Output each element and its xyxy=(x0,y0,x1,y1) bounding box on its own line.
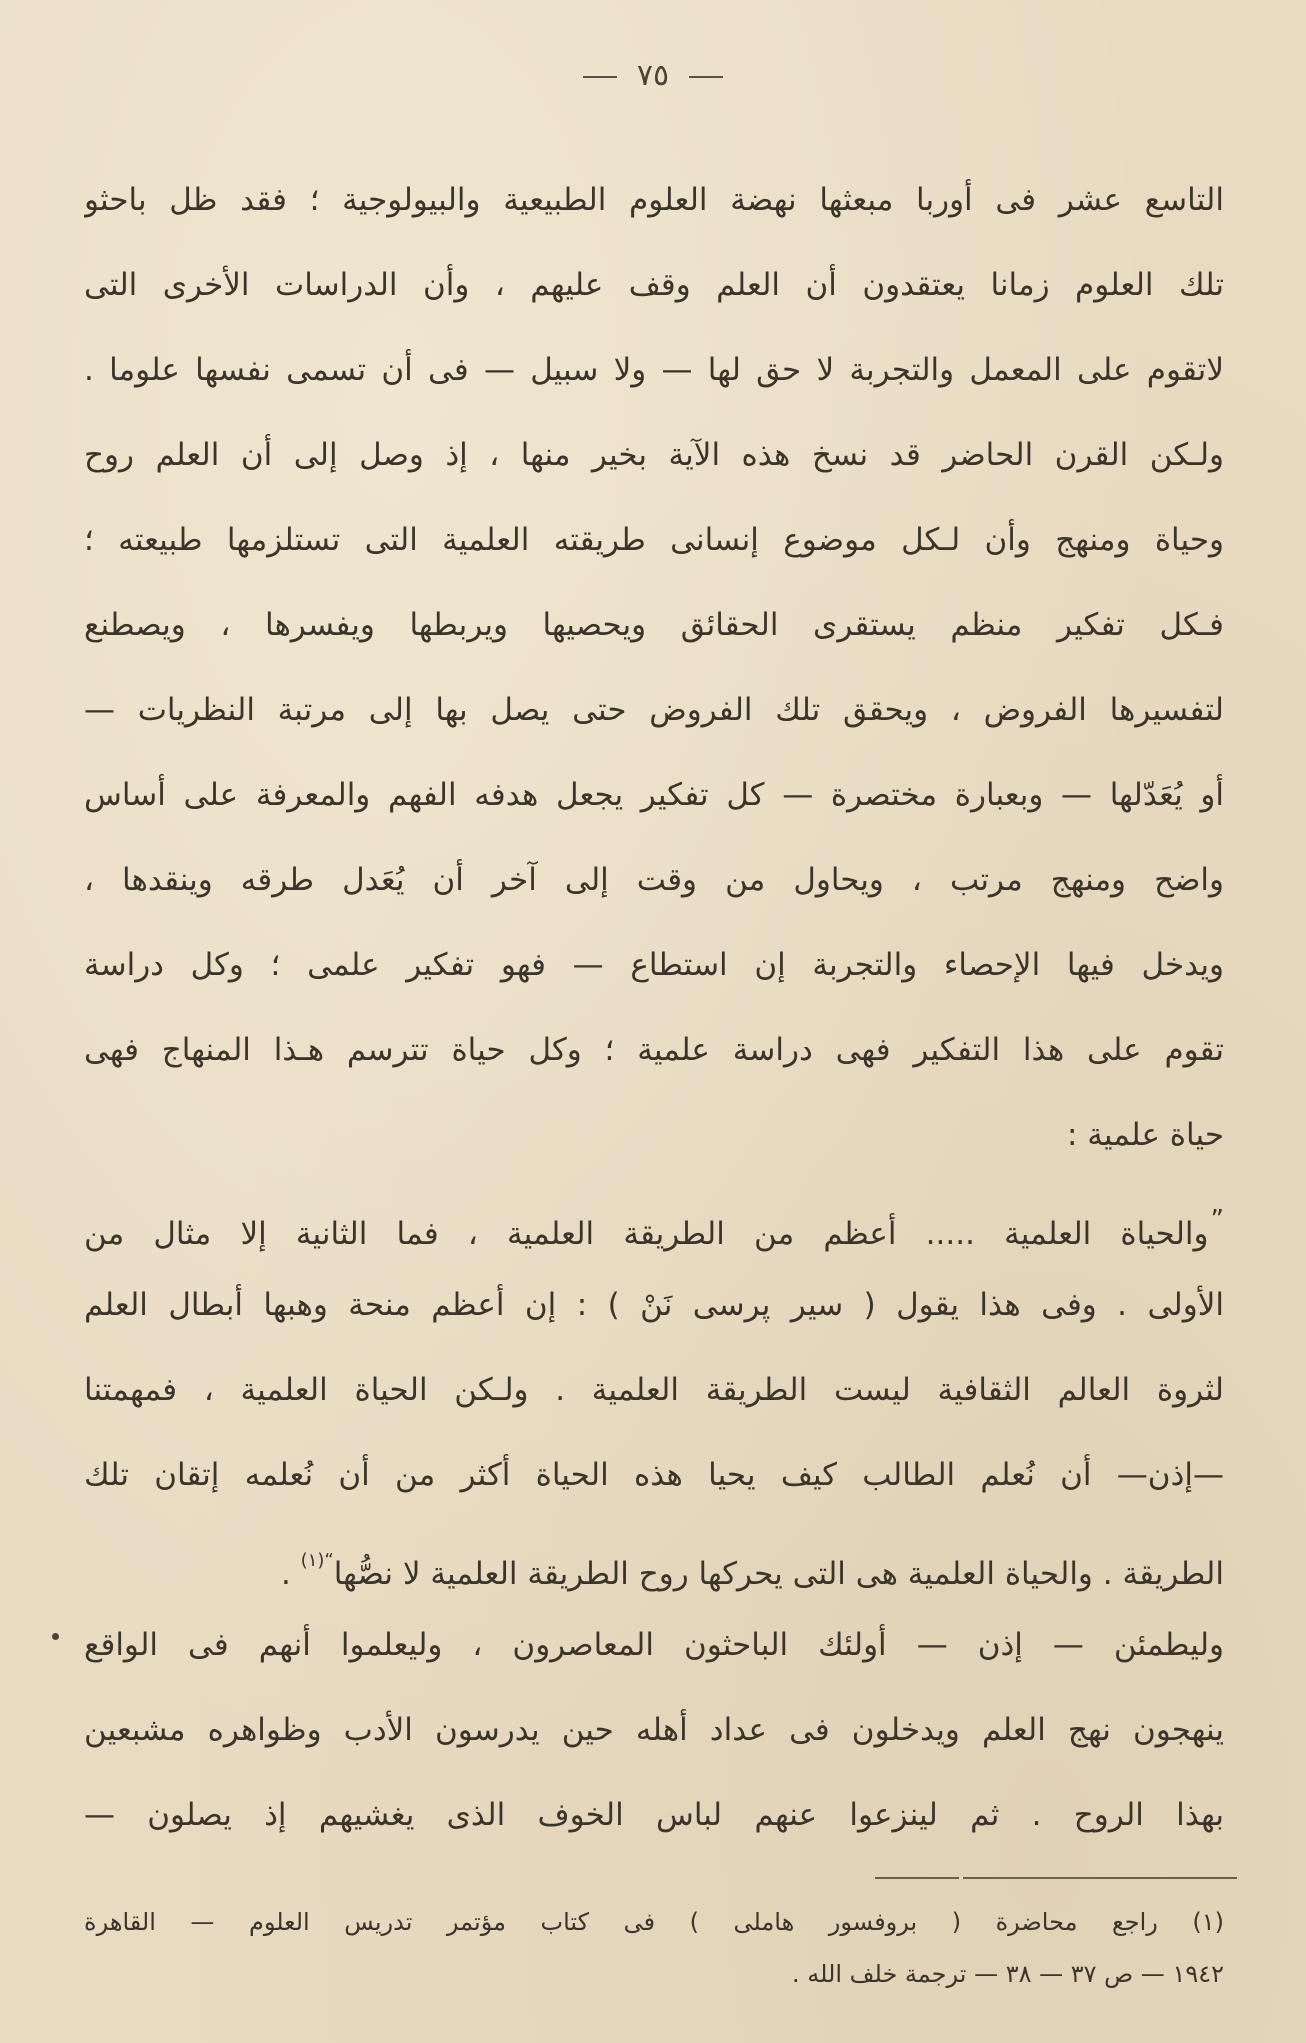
body-line: فـكل تفكير منظم يستقرى الحقائق ويحصيها ويربطها ويفسرها ، ويصطنع xyxy=(84,607,1224,643)
quote-text: الطريقة . والحياة العلمية هى التى يحركها روح الطريقة العلمية لا نصُّها xyxy=(333,1556,1224,1592)
body-line: التاسع عشر فى أوربا مبعثها نهضة العلوم الطبيعية والبيولوجية ؛ فقد ظل باحثو xyxy=(84,182,1224,218)
quote-end-period: . xyxy=(280,1556,291,1592)
body-line: بهذا الروح . ثم لينزعوا عنهم لباس الخوف الذى يغشيهم إذ يصلون — xyxy=(84,1797,1224,1833)
body-line: ينهجون نهج العلم ويدخلون فى عداد أهله حين يدرسون الأدب وظواهره مشبعين xyxy=(84,1712,1224,1748)
body-line: ولـكن القرن الحاضر قد نسخ هذه الآية بخير منها ، إذ وصل إلى أن العلم روح xyxy=(84,437,1224,473)
footnote-separator-gap xyxy=(959,1877,963,1879)
body-line: وليطمئن — إذن — أولئك الباحثون المعاصرون ، وليعلموا أنهم فى الواقع xyxy=(84,1627,1224,1663)
quote-text: والحياة العلمية ..... أعظم من الطريقة العلمية ، فما الثانية إلا مثال من xyxy=(84,1216,1209,1252)
quote-line-1 xyxy=(84,1178,1224,1263)
body-line: واضح ومنهج مرتب ، ويحاول من وقت إلى آخر أن يُعَدل طرقه وينقدها ، xyxy=(84,862,1224,898)
body-line: أو يُعَدّلها — وبعبارة مختصرة — كل تفكير يجعل هدفه الفهم والمعرفة على أساس xyxy=(84,777,1224,813)
page-number-value: ٧٥ xyxy=(636,58,670,93)
body-line: لثروة العالم الثقافية ليست الطريقة العلمية . ولـكن الحياة العلمية ، فمهمتنا xyxy=(84,1372,1224,1408)
body-line: لاتقوم على المعمل والتجربة لا حق لها — ولا سبيل — فى أن تسمى نفسها علوما . xyxy=(84,352,1224,388)
quote-line-end xyxy=(84,1518,1224,1603)
page-number-dash-right xyxy=(689,76,723,78)
close-quote-mark: “ xyxy=(324,1550,334,1571)
footnote-separator xyxy=(875,1877,1237,1879)
body-line: حياة علمية : xyxy=(1066,1117,1224,1153)
body-line: وحياة ومنهج وأن لـكل موضوع إنسانى طريقته العلمية التى تستلزمها طبيعته ؛ xyxy=(84,522,1224,558)
body-line: ويدخل فيها الإحصاء والتجربة إن استطاع — فهو تفكير علمى ؛ وكل دراسة xyxy=(84,947,1224,983)
footnote-line: (١) راجع محاضرة ( بروفسور هاملى ) فى كتاب مؤتمر تدريس العلوم — القاهرة xyxy=(84,1908,1224,1936)
body-text xyxy=(84,158,1224,1858)
footnote-line: ١٩٤٢ — ص ٣٧ — ٣٨ — ترجمة خلف الله . xyxy=(792,1960,1224,1988)
body-line: الأولى . وفى هذا يقول ( سير پرسى نَنْ ) : إن أعظم منحة وهبها أبطال العلم xyxy=(84,1287,1224,1323)
body-line: تقوم على هذا التفكير فهى دراسة علمية ؛ وكل حياة تترسم هـذا المنهاج فهى xyxy=(84,1032,1224,1068)
body-line: تلك العلوم زمانا يعتقدون أن العلم وقف عليهم ، وأن الدراسات الأخرى التى xyxy=(84,267,1224,303)
page-number-dash-left xyxy=(583,76,617,78)
footnote-reference[interactable]: (١) xyxy=(300,1550,325,1571)
footnotes xyxy=(84,1896,1224,2000)
page-number xyxy=(0,58,1306,93)
margin-dot xyxy=(52,1633,59,1640)
body-line: —إذن— أن نُعلم الطالب كيف يحيا هذه الحياة أكثر من أن نُعلمه إتقان تلك xyxy=(84,1457,1224,1493)
open-quote-mark: ” xyxy=(1210,1205,1224,1235)
body-line: لتفسيرها الفروض ، ويحقق تلك الفروض حتى يصل بها إلى مرتبة النظريات — xyxy=(84,692,1224,728)
